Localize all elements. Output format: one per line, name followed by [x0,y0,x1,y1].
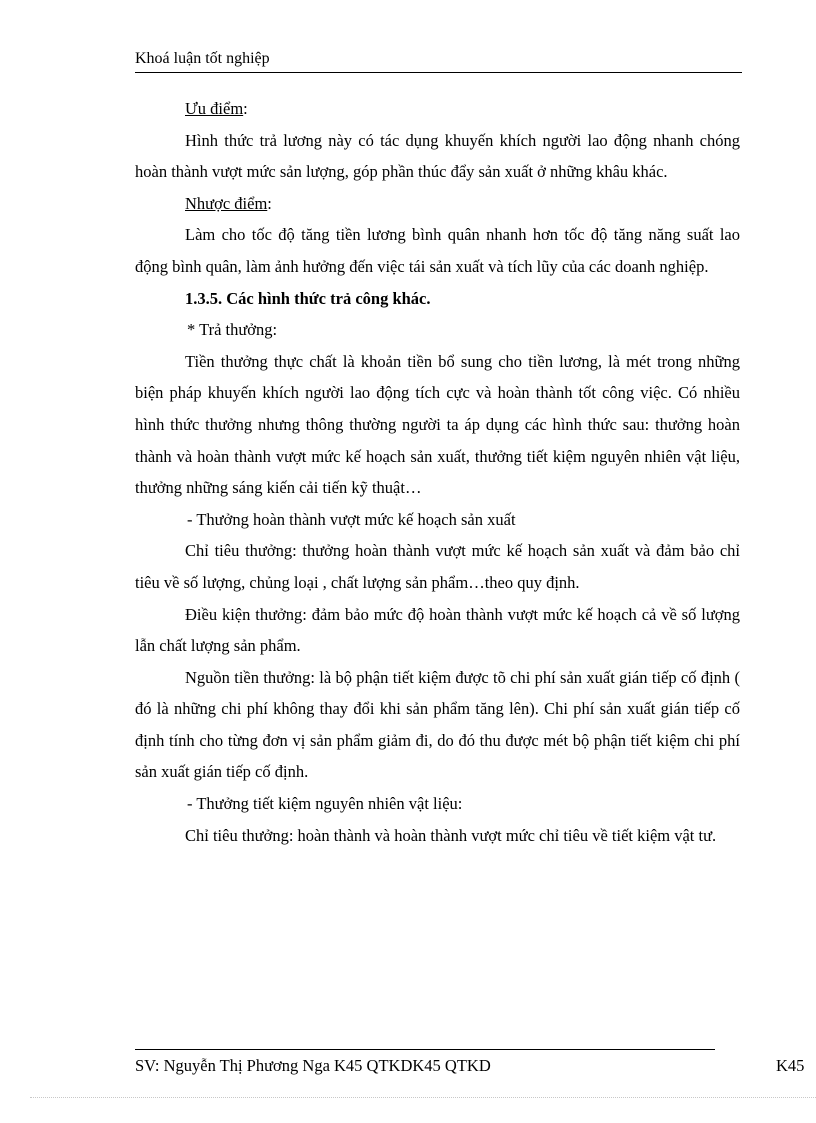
page-edge-divider [30,1097,816,1098]
bullet-material-bonus: - Thưởng tiết kiệm nguyên nhiên vật liệu: [187,794,463,814]
conditions-paragraph: Điều kiện thưởng: đảm bảo mức độ hoàn thành vượt mức kế hoạch cả về số lượng lẫn chất lượng sản phẩm. [135,604,740,656]
funding-source-paragraph: Nguồn tiền thưởng: là bộ phận tiết kiệm được tõ chi phí sản xuất gián tiếp cố định ( đó là những chi phí không thay đổi khi sản phẩm tăng lên). Chi phí sản xuất gián tiếp cố định tính cho từng đơn vị sản phẩm giảm đi, do đó thu được mét bộ phận tiết kiệm chi phí sản xuất gián tiếp cố định. [135,667,740,782]
criteria-paragraph-2: Chỉ tiêu thưởng: hoàn thành và hoàn thành vượt mức chỉ tiêu về tiết kiệm vật tư. [185,825,717,845]
criteria-paragraph-1: Chỉ tiêu thưởng: thưởng hoàn thành vượt mức kế hoạch sản xuất và đảm bảo chỉ tiêu về số lượng, chủng loại , chất lượng sản phẩm…theo quy định. [135,541,740,592]
advantages-heading [135,93,740,125]
advantages-label: Ưu điểm [185,99,244,118]
advantages-colon: : [243,99,248,118]
document-body [135,93,740,851]
bonus-paragraph: Tiền thưởng thực chất là khoản tiền bổ sung cho tiền lương, là mét trong những biện pháp khuyến khích người lao động tích cực và hoàn thành tốt công việc. Có nhiều hình thức thưởng nhưng thông thường người ta áp dụng các hình thức sau: thưởng hoàn thành và hoàn thành vượt mức kế hoạch sản xuất, thưởng tiết kiệm nguyên nhiên vật liệu, thưởng những sáng kiến cải tiến kỹ thuật… [135,351,740,498]
disadvantages-colon: : [267,193,272,213]
page-header: Khoá luận tốt nghiệp [135,48,742,73]
bonus-subheading: * Trả thưởng: [187,320,278,340]
bullet-plan-bonus: - Thưởng hoàn thành vượt mức kế hoạch sản xuất [187,509,516,529]
disadvantages-heading [135,188,740,220]
footer-rule [135,1049,715,1050]
disadvantages-paragraph: Làm cho tốc độ tăng tiền lương bình quân nhanh hơn tốc độ tăng năng suất lao động bình quân, làm ảnh hưởng đến việc tái sản xuất và tích lũy của các doanh nghiệp. [135,225,740,276]
footer-class: K45 [776,1056,805,1075]
section-heading: 1.3.5. Các hình thức trả công khác. [185,288,431,308]
disadvantages-label: Nhược điểm [185,193,268,213]
footer-student: SV: Nguyễn Thị Phương Nga K45 QTKDK45 QTKD [135,1056,491,1075]
advantages-paragraph: Hình thức trả lương này có tác dụng khuyến khích người lao động nhanh chóng hoàn thành vượt mức sản lượng, góp phần thúc đẩy sản xuất ở những khâu khác. [135,130,740,182]
